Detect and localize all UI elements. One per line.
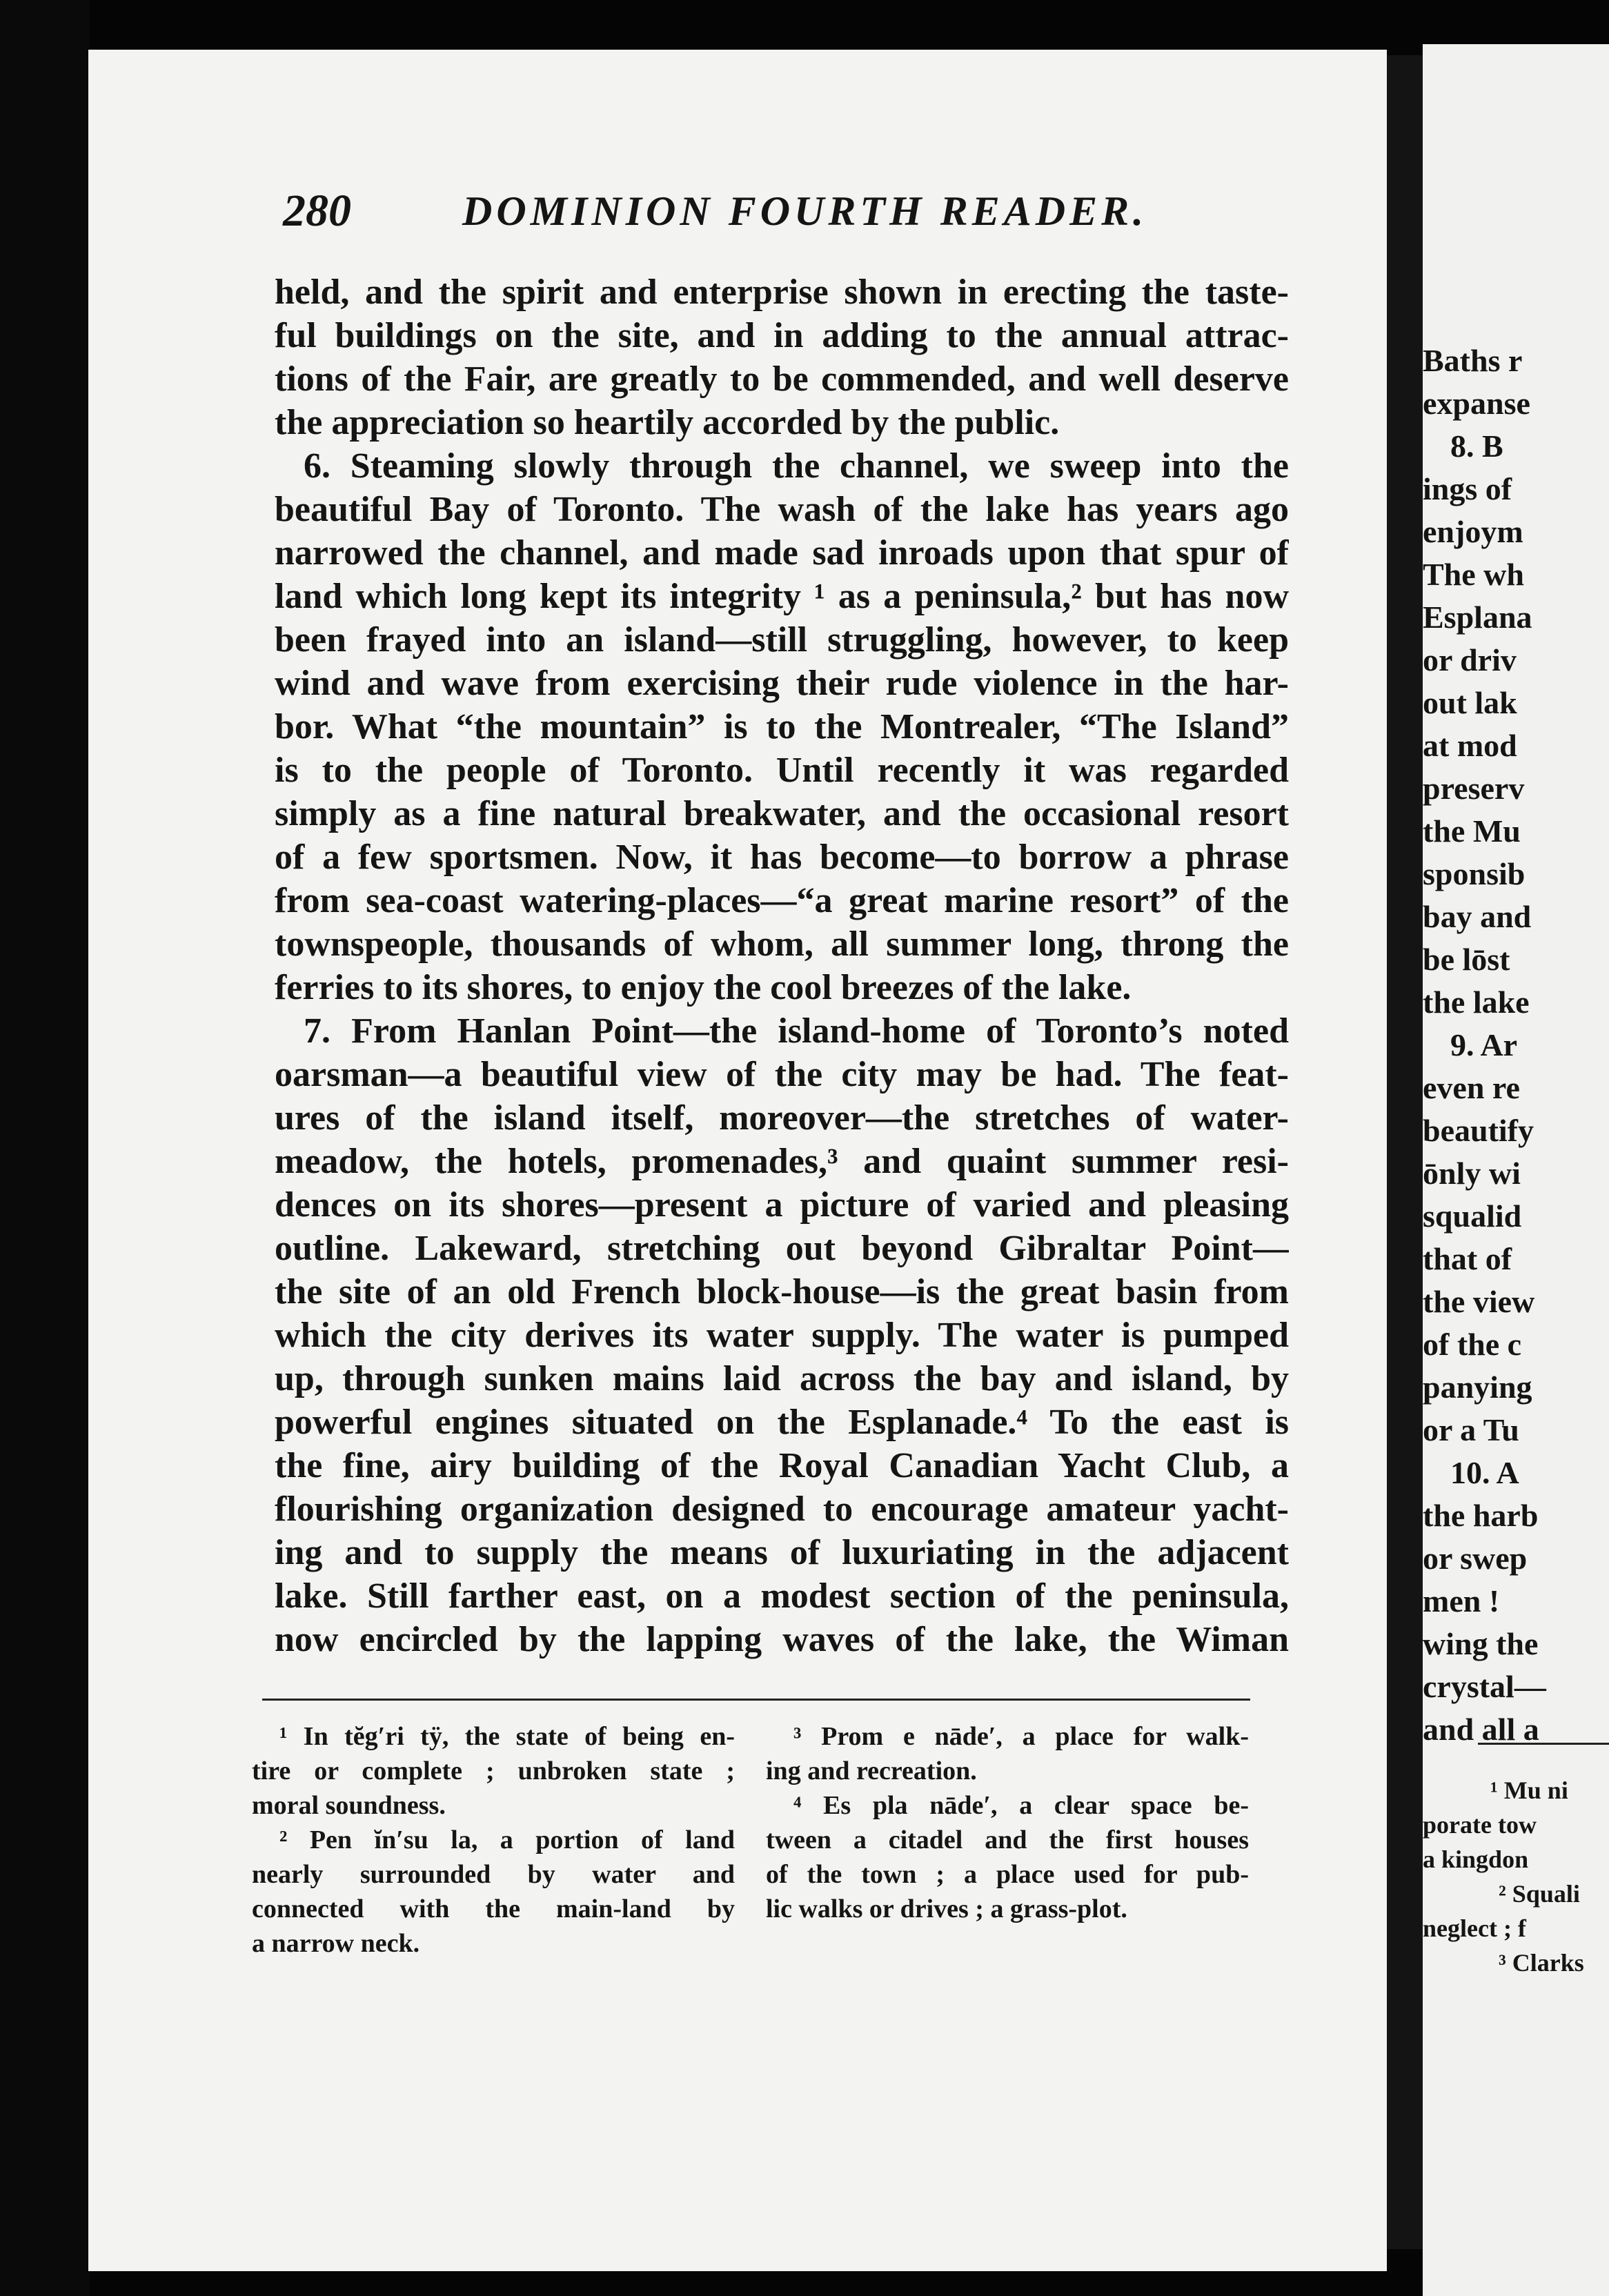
facing-text-line: The wh	[1423, 557, 1524, 592]
facing-footnote: porate tow	[1423, 1811, 1537, 1839]
text-line: tions of the Fair, are greatly to be commended, and well deserve	[275, 359, 1289, 399]
book-gutter	[1387, 55, 1423, 2249]
text-line: oarsman—a beautiful view of the city may be had. The feat-	[275, 1055, 1289, 1094]
facing-text-line: expanse	[1423, 386, 1530, 421]
facing-text-line: the Mu	[1423, 813, 1521, 849]
text-line: ing and to supply the means of luxuriating in the adjacent	[275, 1533, 1289, 1572]
scan-dark-border	[0, 0, 90, 2296]
text-line: the site of an old French block-house—is the great basin from	[275, 1272, 1289, 1312]
text-line: beautiful Bay of Toronto. The wash of the lake has years ago	[275, 490, 1289, 529]
facing-text-line: sponsib	[1423, 856, 1526, 891]
text-line: the appreciation so heartily accorded by the public.	[275, 403, 1060, 442]
facing-text-line: or a Tu	[1423, 1412, 1519, 1447]
facing-text-line: crystal—	[1423, 1669, 1546, 1704]
facing-text-line: squalid	[1423, 1198, 1522, 1234]
text-line: the fine, airy building of the Royal Canadian Yacht Club, a	[275, 1446, 1289, 1485]
facing-text-line: be lōst	[1423, 942, 1510, 977]
facing-text-line: bay and	[1423, 899, 1532, 934]
facing-text-line: and all a	[1423, 1712, 1539, 1747]
page-header	[193, 185, 1159, 254]
facing-text-line: beautify	[1423, 1113, 1534, 1148]
facing-page-fragment	[1423, 44, 1609, 2296]
text-line: of a few sportsmen. Now, it has become—to borrow a phrase	[275, 838, 1289, 877]
facing-footnote: a kingdon	[1423, 1845, 1529, 1873]
footnote-1: ¹ In tĕg′ri tÿ, the state of being en-	[279, 1722, 735, 1751]
text-line: townspeople, thousands of whom, all summer long, throng the	[275, 924, 1289, 964]
facing-text-line: 10. A	[1450, 1455, 1519, 1490]
body-text	[275, 270, 1289, 1661]
facing-text-line: 8. B	[1450, 428, 1503, 464]
footnote-line: tween a citadel and the first houses	[766, 1825, 1249, 1854]
footnote-line: ing and recreation.	[766, 1756, 977, 1785]
facing-text-line: wing the	[1423, 1626, 1539, 1661]
text-line: land which long kept its integrity ¹ as a peninsula,² but has now	[275, 577, 1289, 616]
paragraph-7-start: 7. From Hanlan Point—the island-home of Toronto’s noted	[304, 1011, 1289, 1051]
facing-footnote: ³ Clarks	[1499, 1949, 1584, 1977]
text-line: ferries to its shores, to enjoy the cool breezes of the lake.	[275, 968, 1132, 1007]
text-line: which the city derives its water supply. The water is pumped	[275, 1316, 1289, 1355]
text-line: lake. Still farther east, on a modest section of the peninsula,	[275, 1576, 1289, 1616]
running-title: DOMINION FOURTH READER.	[462, 188, 1148, 234]
facing-text-line: 9. Ar	[1450, 1027, 1518, 1062]
footnote-line: nearly surrounded by water and	[252, 1860, 735, 1889]
text-line: meadow, the hotels, promenades,³ and quaint summer resi-	[275, 1142, 1289, 1181]
facing-text-line: the view	[1423, 1284, 1535, 1319]
footnotes-left-column	[252, 1719, 735, 1961]
footnotes-right-column	[766, 1719, 1249, 1926]
facing-text-line: Baths r	[1423, 343, 1523, 378]
footnote-line: a narrow neck.	[252, 1929, 420, 1958]
text-line: powerful engines situated on the Esplanade.⁴ To the east is	[275, 1403, 1289, 1442]
text-line: ful buildings on the site, and in adding to the annual attrac-	[275, 316, 1289, 355]
text-line: simply as a fine natural breakwater, and the occasional resort	[275, 794, 1289, 833]
text-line: held, and the spirit and enterprise shown in erecting the taste-	[275, 273, 1289, 312]
facing-text-line: or driv	[1423, 642, 1517, 677]
facing-text-line: panying	[1423, 1369, 1532, 1405]
text-line: wind and wave from exercising their rude violence in the har-	[275, 664, 1289, 703]
text-line: up, through sunken mains laid across the bay and island, by	[275, 1359, 1289, 1398]
footnote-line: lic walks or drives ; a grass-plot.	[766, 1894, 1127, 1923]
footnote-2: ² Pen ĭn′su la, a portion of land	[279, 1825, 735, 1854]
facing-text-line: ōnly wi	[1423, 1156, 1521, 1191]
footnote-3: ³ Prom e nāde′, a place for walk-	[793, 1722, 1249, 1751]
text-line: from sea-coast watering-places—“a great marine resort” of the	[275, 881, 1289, 920]
facing-text-line: even re	[1423, 1070, 1520, 1105]
facing-text-line: the harb	[1423, 1498, 1539, 1533]
facing-footnote: ² Squali	[1499, 1880, 1580, 1908]
facing-text-line: or swep	[1423, 1541, 1528, 1576]
text-line: outline. Lakeward, stretching out beyond Gibraltar Point—	[275, 1229, 1289, 1268]
facing-text-line: Esplana	[1423, 600, 1532, 635]
text-line: flourishing organization designed to encourage amateur yacht-	[275, 1490, 1289, 1529]
text-line: now encircled by the lapping waves of the lake, the Wiman	[275, 1620, 1289, 1659]
facing-footnote: neglect ; f	[1423, 1914, 1526, 1942]
footnote-line: of the town ; a place used for pub-	[766, 1860, 1249, 1889]
footnote-4: ⁴ Es pla nāde′, a clear space be-	[793, 1791, 1249, 1820]
footnote-line: tire or complete ; unbroken state ;	[252, 1756, 735, 1785]
text-line: ures of the island itself, moreover—the stretches of water-	[275, 1098, 1289, 1138]
facing-footnote-divider	[1478, 1743, 1609, 1745]
facing-footnote: ¹ Mu ni	[1490, 1777, 1568, 1804]
footnote-divider	[262, 1699, 1250, 1701]
text-line: narrowed the channel, and made sad inroads upon that spur of	[275, 533, 1289, 573]
facing-text-line: the lake	[1423, 984, 1530, 1020]
paragraph-6-start: 6. Steaming slowly through the channel, we sweep into the	[304, 446, 1289, 486]
facing-text-line: of the c	[1423, 1327, 1522, 1362]
facing-text-line: at mod	[1423, 728, 1517, 763]
footnote-line: moral soundness.	[252, 1791, 446, 1820]
facing-text-line: ings of	[1423, 471, 1512, 506]
text-line: dences on its shores—present a picture of varied and pleasing	[275, 1185, 1289, 1225]
text-line: been frayed into an island—still struggling, however, to keep	[275, 620, 1289, 660]
facing-text-line: enjoym	[1423, 514, 1523, 549]
facing-text-line: that of	[1423, 1241, 1512, 1276]
facing-text-line: out lak	[1423, 685, 1517, 720]
text-line: is to the people of Toronto. Until recently it was regarded	[275, 751, 1289, 790]
text-line: bor. What “the mountain” is to the Montrealer, “The Island”	[275, 707, 1289, 746]
facing-text-line: preserv	[1423, 771, 1525, 806]
facing-text-line: men !	[1423, 1583, 1500, 1619]
footnote-line: connected with the main-land by	[252, 1894, 735, 1923]
page-number: 280	[283, 186, 351, 236]
